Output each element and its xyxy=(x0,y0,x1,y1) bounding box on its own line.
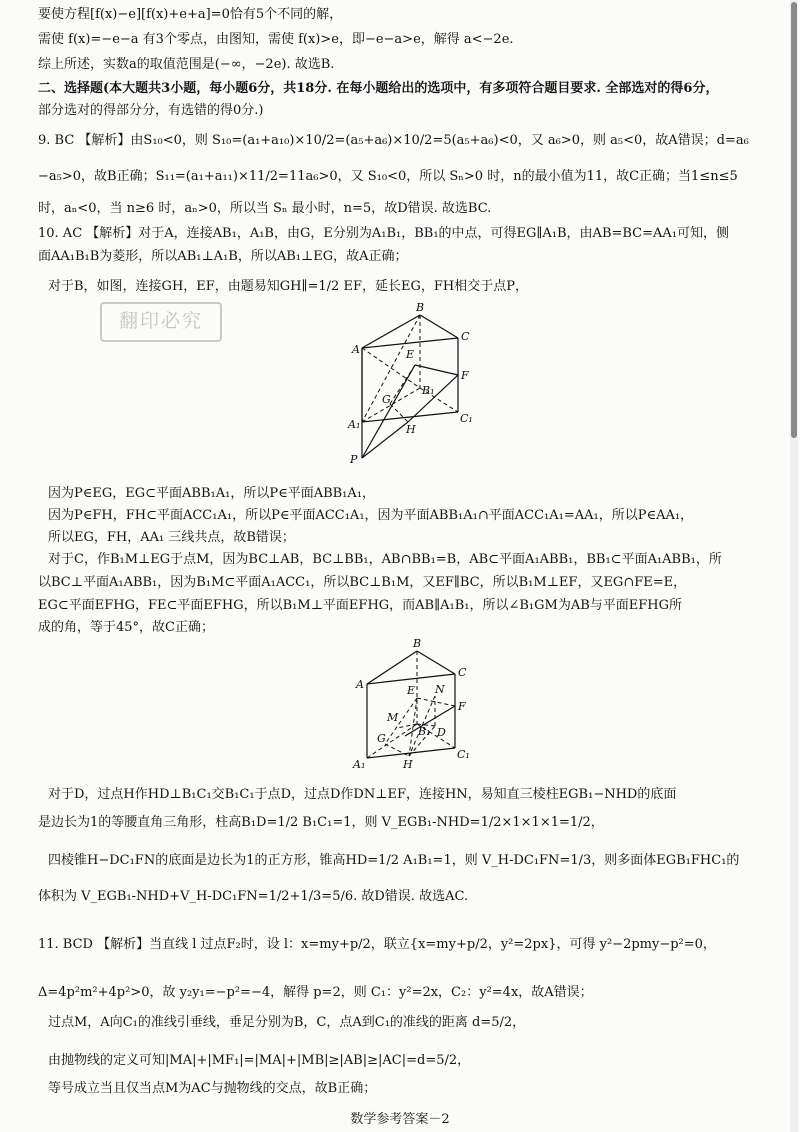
vertex-label: E xyxy=(406,348,415,361)
text-line: 由抛物线的定义可知|MA|+|MF₁|=|MA|+|MB|≥|AB|≥|AC|=d=5/2， xyxy=(48,1053,471,1068)
vertex-label: C₁ xyxy=(457,748,470,761)
text-line: 对于B，如图，连接GH，EF，由题易知GH∥=1/2 EF，延长EG，FH相交于点P， xyxy=(48,279,528,294)
text-line: 11. BCD 【解析】当直线 l 过点F₂时，设 l：x=my+p/2，联立{x=my+p/2，y²=2px}，可得 y²−2pmy−p²=0， xyxy=(38,937,716,952)
vertex-label: P xyxy=(350,453,358,466)
text-line: 部分选对的得部分分，有选错的得0分.) xyxy=(38,103,264,118)
text-line: 因为P∈FH，FH⊂平面ACC₁A₁，所以P∈平面ACC₁A₁，因为平面ABB₁A₁∩平面ACC₁A₁=AA₁，所以P∈AA₁， xyxy=(48,508,694,523)
section-heading: 二、选择题(本大题共3小题，每小题6分，共18分. 在每小题给出的选项中，有多项符合题目要求. 全部选对的得6分， xyxy=(38,81,719,96)
vertex-label: B₁ xyxy=(418,725,431,738)
prism-figure-1 xyxy=(330,300,480,475)
text-line: EG⊂平面EFHG，FE⊂平面EFHG，所以B₁M⊥平面EFHG，而AB∥A₁B₁，所以∠B₁GM为AB与平面EFHG所 xyxy=(38,598,683,613)
text-line: 以BC⊥平面A₁ABB₁，因为B₁M⊂平面A₁ACC₁，所以BC⊥B₁M，又EF∥BC，所以B₁M⊥EF，又EG∩FE=E， xyxy=(38,575,687,590)
vertex-label: M xyxy=(387,711,399,724)
text-line: Δ=4p²m²+4p²>0，故 y₂y₁=−p²=−4，解得 p=2，则 C₁：y²=2x，C₂：y²=4x，故A错误； xyxy=(38,985,593,1000)
vertex-label: B xyxy=(413,637,422,650)
vertex-label: D xyxy=(437,726,446,739)
watermark-stamp: 翻印必究 xyxy=(100,302,222,342)
vertex-label: C xyxy=(461,330,470,343)
vertex-label: C xyxy=(458,666,467,679)
text-line: 对于D，过点H作HD⊥B₁C₁交B₁C₁于点D，过点D作DN⊥EF，连接HN，易知直三棱柱EGB₁−NHD的底面 xyxy=(48,787,677,802)
vertex-label: F xyxy=(461,369,469,382)
vertex-label: N xyxy=(435,683,445,696)
text-line: 综上所述，实数a的取值范围是(−∞，−2e). 故选B. xyxy=(38,57,335,72)
text-line: 是边长为1的等腰直角三角形，柱高B₁D=1/2 B₁C₁=1，则 V_EGB₁-NHD=1/2×1×1×1=1/2， xyxy=(38,815,604,830)
vertex-label: B xyxy=(416,301,425,314)
vertex-label: E xyxy=(407,684,416,697)
text-line: 9. BC 【解析】由S₁₀<0，则 S₁₀=(a₁+a₁₀)×10/2=(a₅+a₆)×10/2=5(a₅+a₆)<0，又 a₆>0，则 a₅<0，故A错误；d=a₆ xyxy=(38,133,749,148)
text-line: 四棱锥H−DC₁FN的底面是边长为1的正方形，锥高HD=1/2 A₁B₁=1，则 V_H-DC₁FN=1/3，则多面体EGB₁FHC₁的 xyxy=(48,853,740,868)
text-line: 10. AC 【解析】对于A，连接AB₁，A₁B，由G，E分别为A₁B₁，BB₁的中点，可得EG∥A₁B，由AB=BC=AA₁可知，侧 xyxy=(38,226,730,241)
vertex-label: C₁ xyxy=(460,412,473,425)
page-footer: 数学参考答案－2 xyxy=(350,1112,450,1127)
text-line: −a₅>0，故B正确；S₁₁=(a₁+a₁₁)×11/2=11a₆>0，又 S₁₀<0，所以 Sₙ>0 时，n的最小值为11，故C正确；当1≤n≤5 xyxy=(38,169,738,184)
text-line: 成的角，等于45°，故C正确； xyxy=(38,620,214,635)
text-line: 所以EG，FH，AA₁ 三线共点，故B错误； xyxy=(48,530,295,545)
vertex-label: A₁ xyxy=(348,418,361,431)
vertex-label: H xyxy=(406,423,416,436)
vertex-label: H xyxy=(403,758,413,771)
scrollbar-thumb[interactable] xyxy=(791,2,797,438)
text-line: 等号成立当且仅当点M为AC与抛物线的交点，故B正确； xyxy=(48,1081,377,1096)
prism-figure-2 xyxy=(335,636,485,776)
text-line: 要使方程[f(x)−e][f(x)+e+a]=0恰有5个不同的解， xyxy=(38,7,343,22)
text-line: 对于C，作B₁M⊥EG于点M，因为BC⊥AB，BC⊥BB₁，AB∩BB₁=B，AB⊂平面A₁ABB₁，BB₁⊂平面A₁ABB₁，所 xyxy=(48,552,722,567)
vertex-label: A xyxy=(352,343,360,356)
vertex-label: G xyxy=(377,732,386,745)
text-line: 体积为 V_EGB₁-NHD+V_H-DC₁FN=1/2+1/3=5/6. 故D错误. 故选AC. xyxy=(38,889,469,904)
vertex-label: A xyxy=(356,678,364,691)
text-line: 面AA₁B₁B为菱形，所以AB₁⊥A₁B，所以AB₁⊥EG，故A正确； xyxy=(38,249,408,264)
vertex-label: B₁ xyxy=(422,384,435,397)
vertex-label: G xyxy=(382,393,391,406)
vertex-label: A₁ xyxy=(353,758,366,771)
text-line: 需使 f(x)=−e−a 有3个零点，由图知，需使 f(x)>e，即−e−a>e，解得 a<−2e. xyxy=(38,32,514,47)
vertex-label: F xyxy=(458,700,466,713)
text-line: 时，aₙ<0，当 n≥6 时，aₙ>0，所以当 Sₙ 最小时，n=5，故D错误. 故选BC. xyxy=(38,201,492,216)
vertical-scrollbar[interactable] xyxy=(790,0,798,1132)
text-line: 过点M，A向C₁的准线引垂线，垂足分别为B，C，点A到C₁的准线的距离 d=5/2， xyxy=(48,1015,526,1030)
text-line: 因为P∈EG，EG⊂平面ABB₁A₁，所以P∈平面ABB₁A₁， xyxy=(48,486,375,501)
